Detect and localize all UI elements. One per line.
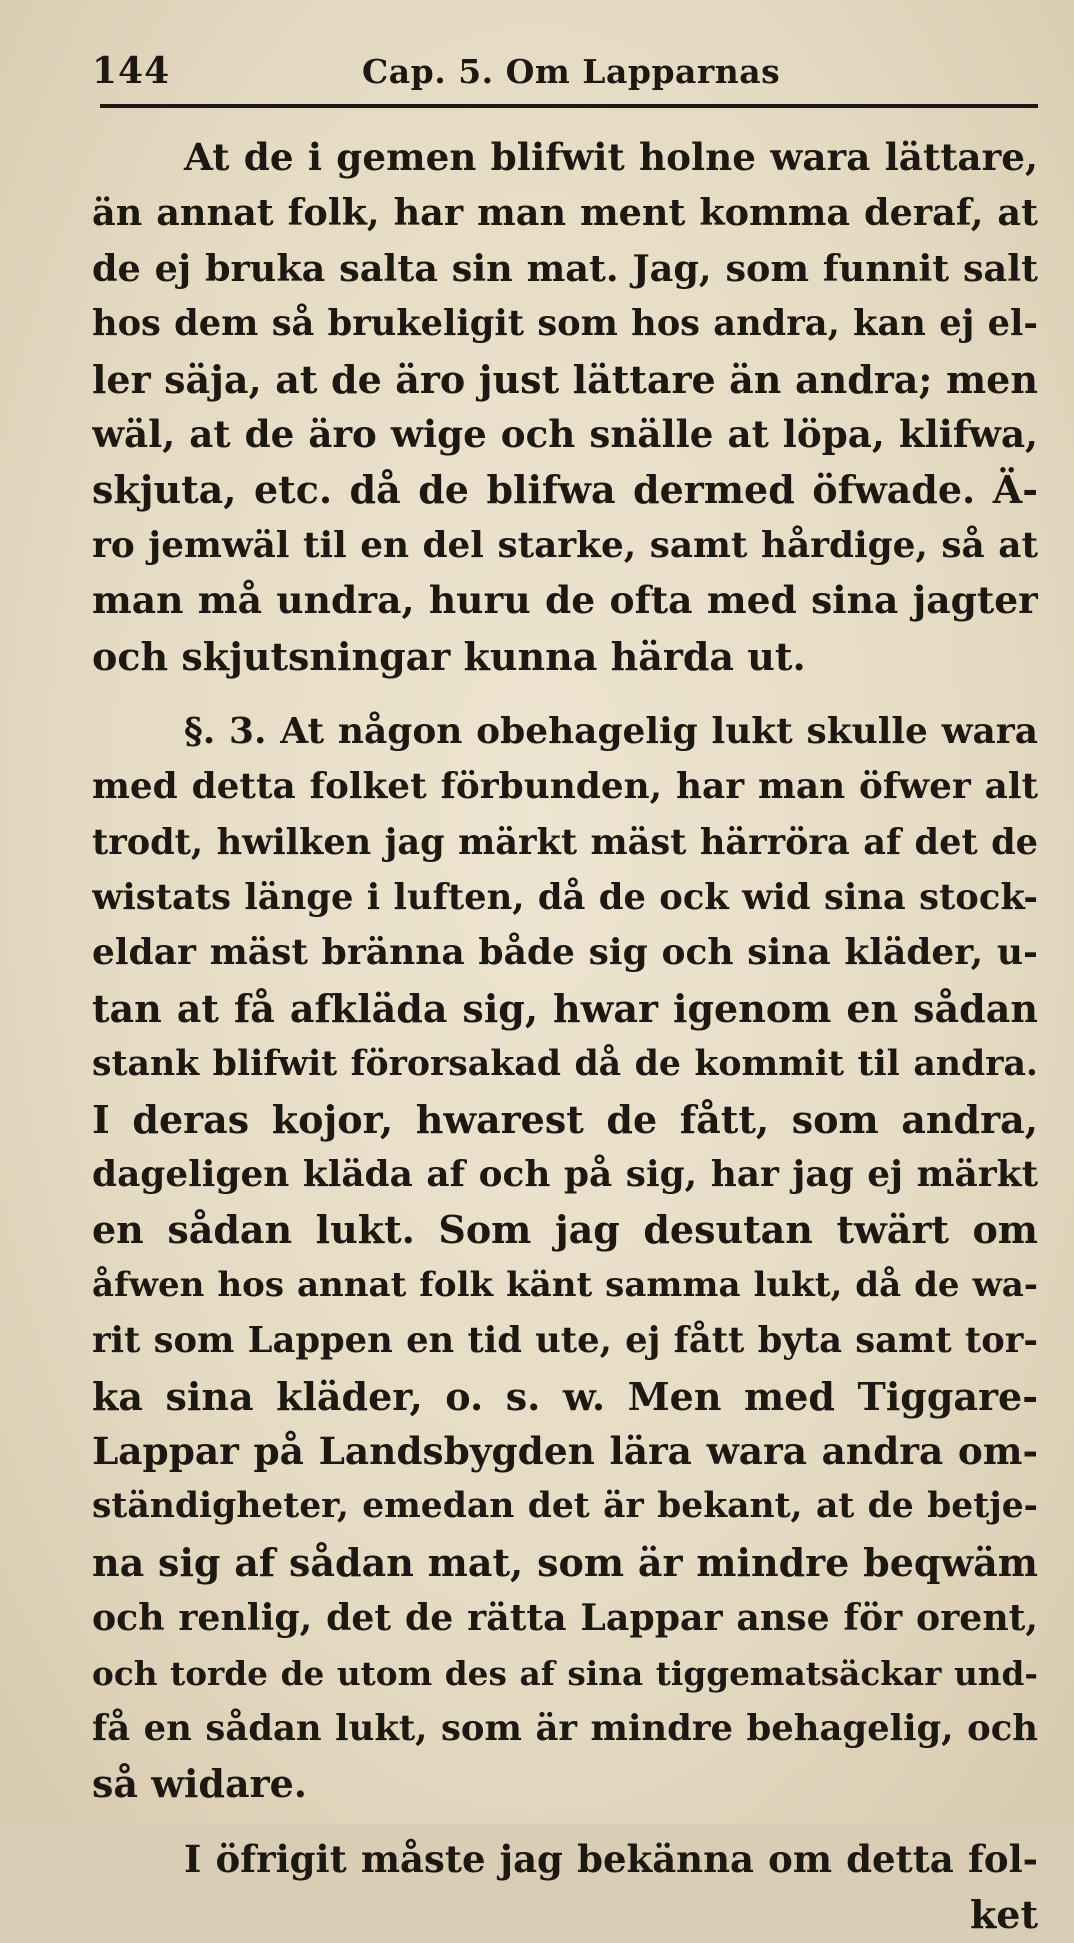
header-rule (100, 104, 1038, 108)
text-line: man må undra, huru de ofta med sina jagter (92, 578, 1038, 623)
text-line: skjuta, etc. då de blifwa dermed öfwade. Ä- (92, 467, 1038, 513)
running-head: Cap. 5. Om Lapparnas (362, 52, 781, 91)
text-line: och renlig, det de rätta Lappar anse för orent, (92, 1596, 1038, 1640)
text-line: rit som Lappen en tid ute, ej fått byta samt tor- (92, 1320, 1038, 1362)
text-line: tan at få afkläda sig, hwar igenom en sådan (92, 985, 1038, 1031)
paragraph-2 (92, 704, 1038, 1812)
text-line: trodt, hwilken jag märkt mäst härröra af det de (92, 821, 1038, 863)
page-number: 144 (92, 50, 171, 92)
text-line: en sådan lukt. Som jag desutan twärt om (92, 1207, 1038, 1253)
paragraph-1 (92, 130, 1038, 684)
text-line: och torde de utom des af sina tiggematsäckar und- (92, 1653, 1038, 1693)
text-line: §. 3. At någon obehagelig lukt skulle wara (184, 709, 1038, 752)
text-line: hos dem så brukeligit som hos andra, kan ej el- (92, 303, 1038, 345)
page-header (92, 50, 1037, 96)
text-line: dageligen kläda af och på sig, har jag ej märkt (92, 1153, 1038, 1196)
text-line: ler säja, at de äro just lättare än andra; men (92, 356, 1038, 402)
text-line: At de i gemen blifwit holne wara lättare, (184, 135, 1038, 179)
text-line: wistats länge i luften, då de ock wid sina stock- (92, 877, 1038, 919)
body-text (92, 130, 1038, 1943)
text-line: I öfrigit måste jag bekänna om detta fol- (184, 1836, 1038, 1881)
text-line: ka sina kläder, o. s. w. Men med Tiggare- (92, 1373, 1038, 1419)
catchword: ket (969, 1892, 1038, 1938)
text-line: stank blifwit förorsakad då de kommit til andra. (92, 1043, 1038, 1085)
text-line: Lappar på Landsbygden lära wara andra om- (92, 1428, 1038, 1473)
text-line: åfwen hos annat folk känt samma lukt, då de wa- (92, 1264, 1038, 1305)
text-line: na sig af sådan mat, som är mindre beqwäm (92, 1539, 1038, 1585)
text-line: eldar mäst bränna både sig och sina kläder, u- (92, 931, 1038, 974)
text-line: än annat folk, har man ment komma deraf, at (92, 191, 1038, 235)
text-line: I deras kojor, hwarest de fått, som andra, (92, 1096, 1038, 1142)
text-line: med detta folket förbunden, har man öfwer alt (92, 765, 1038, 808)
text-line: och skjutsningar kunna härda ut. (92, 633, 806, 679)
paragraph-3 (92, 1832, 1038, 1887)
text-line: de ej bruka salta sin mat. Jag, som funnit salt (92, 246, 1038, 290)
text-line: wäl, at de äro wige och snälle at löpa, klifwa, (92, 411, 1038, 456)
text-line: ro jemwäl til en del starke, samt hårdige, så at (92, 523, 1038, 566)
text-line: så widare. (92, 1761, 308, 1807)
text-line: ständigheter, emedan det är bekant, at de betje- (92, 1486, 1038, 1527)
text-line: få en sådan lukt, som är mindre behagelig, och (92, 1707, 1038, 1749)
